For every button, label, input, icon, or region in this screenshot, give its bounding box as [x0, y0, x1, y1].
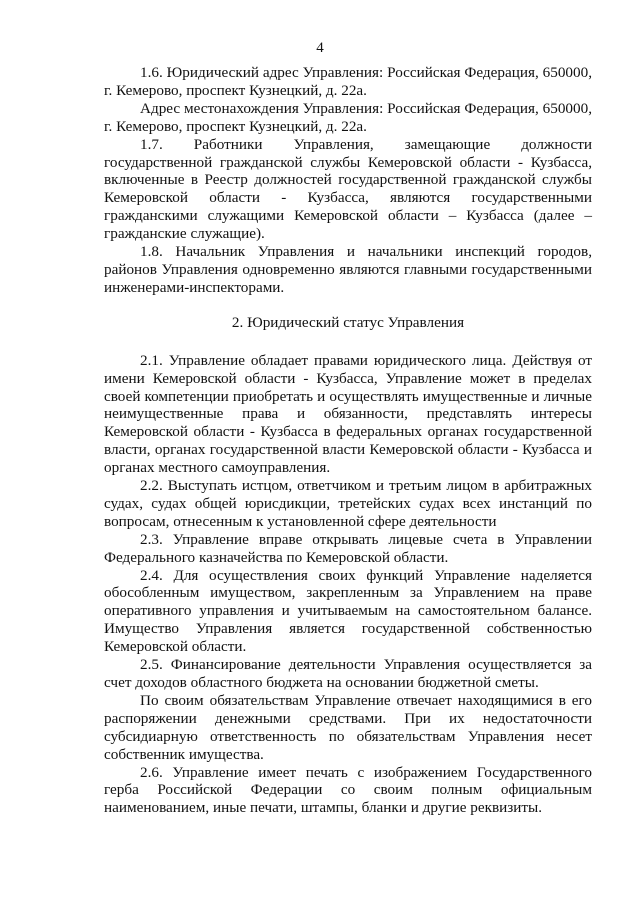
paragraph-1-7: 1.7. Работники Управления, замещающие должности государственной гражданской службы Кемеровской области - Кузбасса, включенные в Реестр должностей государственной гражданской службы Кемеровской области - Кузбасса, являются государственными гражданскими служащими Кемеровской области – Кузбасса (далее – гражданские служащие).	[104, 135, 592, 243]
paragraph-2-2: 2.2. Выступать истцом, ответчиком и третьим лицом в арбитражных судах, судах общей юрисдикции, третейских судах всех инстанций по вопросам, отнесенным к установленной сфере деятельности	[104, 477, 592, 530]
paragraph-2-3: 2.3. Управление вправе открывать лицевые счета в Управлении Федерального казначейства по Кемеровской области.	[104, 530, 592, 566]
paragraph-1-8: 1.8. Начальник Управления и начальники инспекций городов, районов Управления одновременно являются главными государственными инженерами-инспекторами.	[104, 243, 592, 296]
paragraph-2-5: 2.5. Финансирование деятельности Управления осуществляется за счет доходов областного бюджета на основании бюджетной сметы.	[104, 656, 592, 691]
paragraph-2-1: 2.1. Управление обладает правами юридического лица. Действуя от имени Кемеровской области - Кузбасса, Управление может в пределах своей компетенции приобретать и осуществлять имущественные и личные неимущественные права и обязанности, представлять интересы Кемеровской области - Кузбасса в федеральных органах государственной власти, органах государственной власти Кемеровской области - Кузбасса и органах местного самоуправления.	[104, 351, 592, 477]
paragraph-2-4: 2.4. Для осуществления своих функций Управление наделяется обособленным имуществом, закрепленным за Управлением на праве оперативного управления и учитываемым на самостоятельном балансе. Имущество Управления является государственной собственностью Кемеровской области.	[104, 566, 592, 656]
section-2-heading: 2. Юридический статус Управления	[231, 313, 465, 331]
paragraph-1-6: 1.6. Юридический адрес Управления: Российская Федерация, 650000, г. Кемерово, проспект Кузнецкий, д. 22а.	[104, 64, 592, 99]
paragraph-location-address: Адрес местонахождения Управления: Российская Федерация, 650000, г. Кемерово, проспект Кузнецкий, д. 22а.	[104, 99, 592, 135]
page-number: 4	[316, 40, 324, 56]
paragraph-2-6: 2.6. Управление имеет печать с изображением Государственного герба Российской Федерации со своим полным официальным наименованием, иные печати, штампы, бланки и другие реквизиты.	[104, 763, 592, 817]
document-body	[104, 64, 592, 817]
paragraph-2-5-liability: По своим обязательствам Управление отвечает находящимися в его распоряжении денежными средствами. При их недостаточности субсидиарную ответственность по обязательствам Управления несет собственник имущества.	[104, 691, 592, 763]
